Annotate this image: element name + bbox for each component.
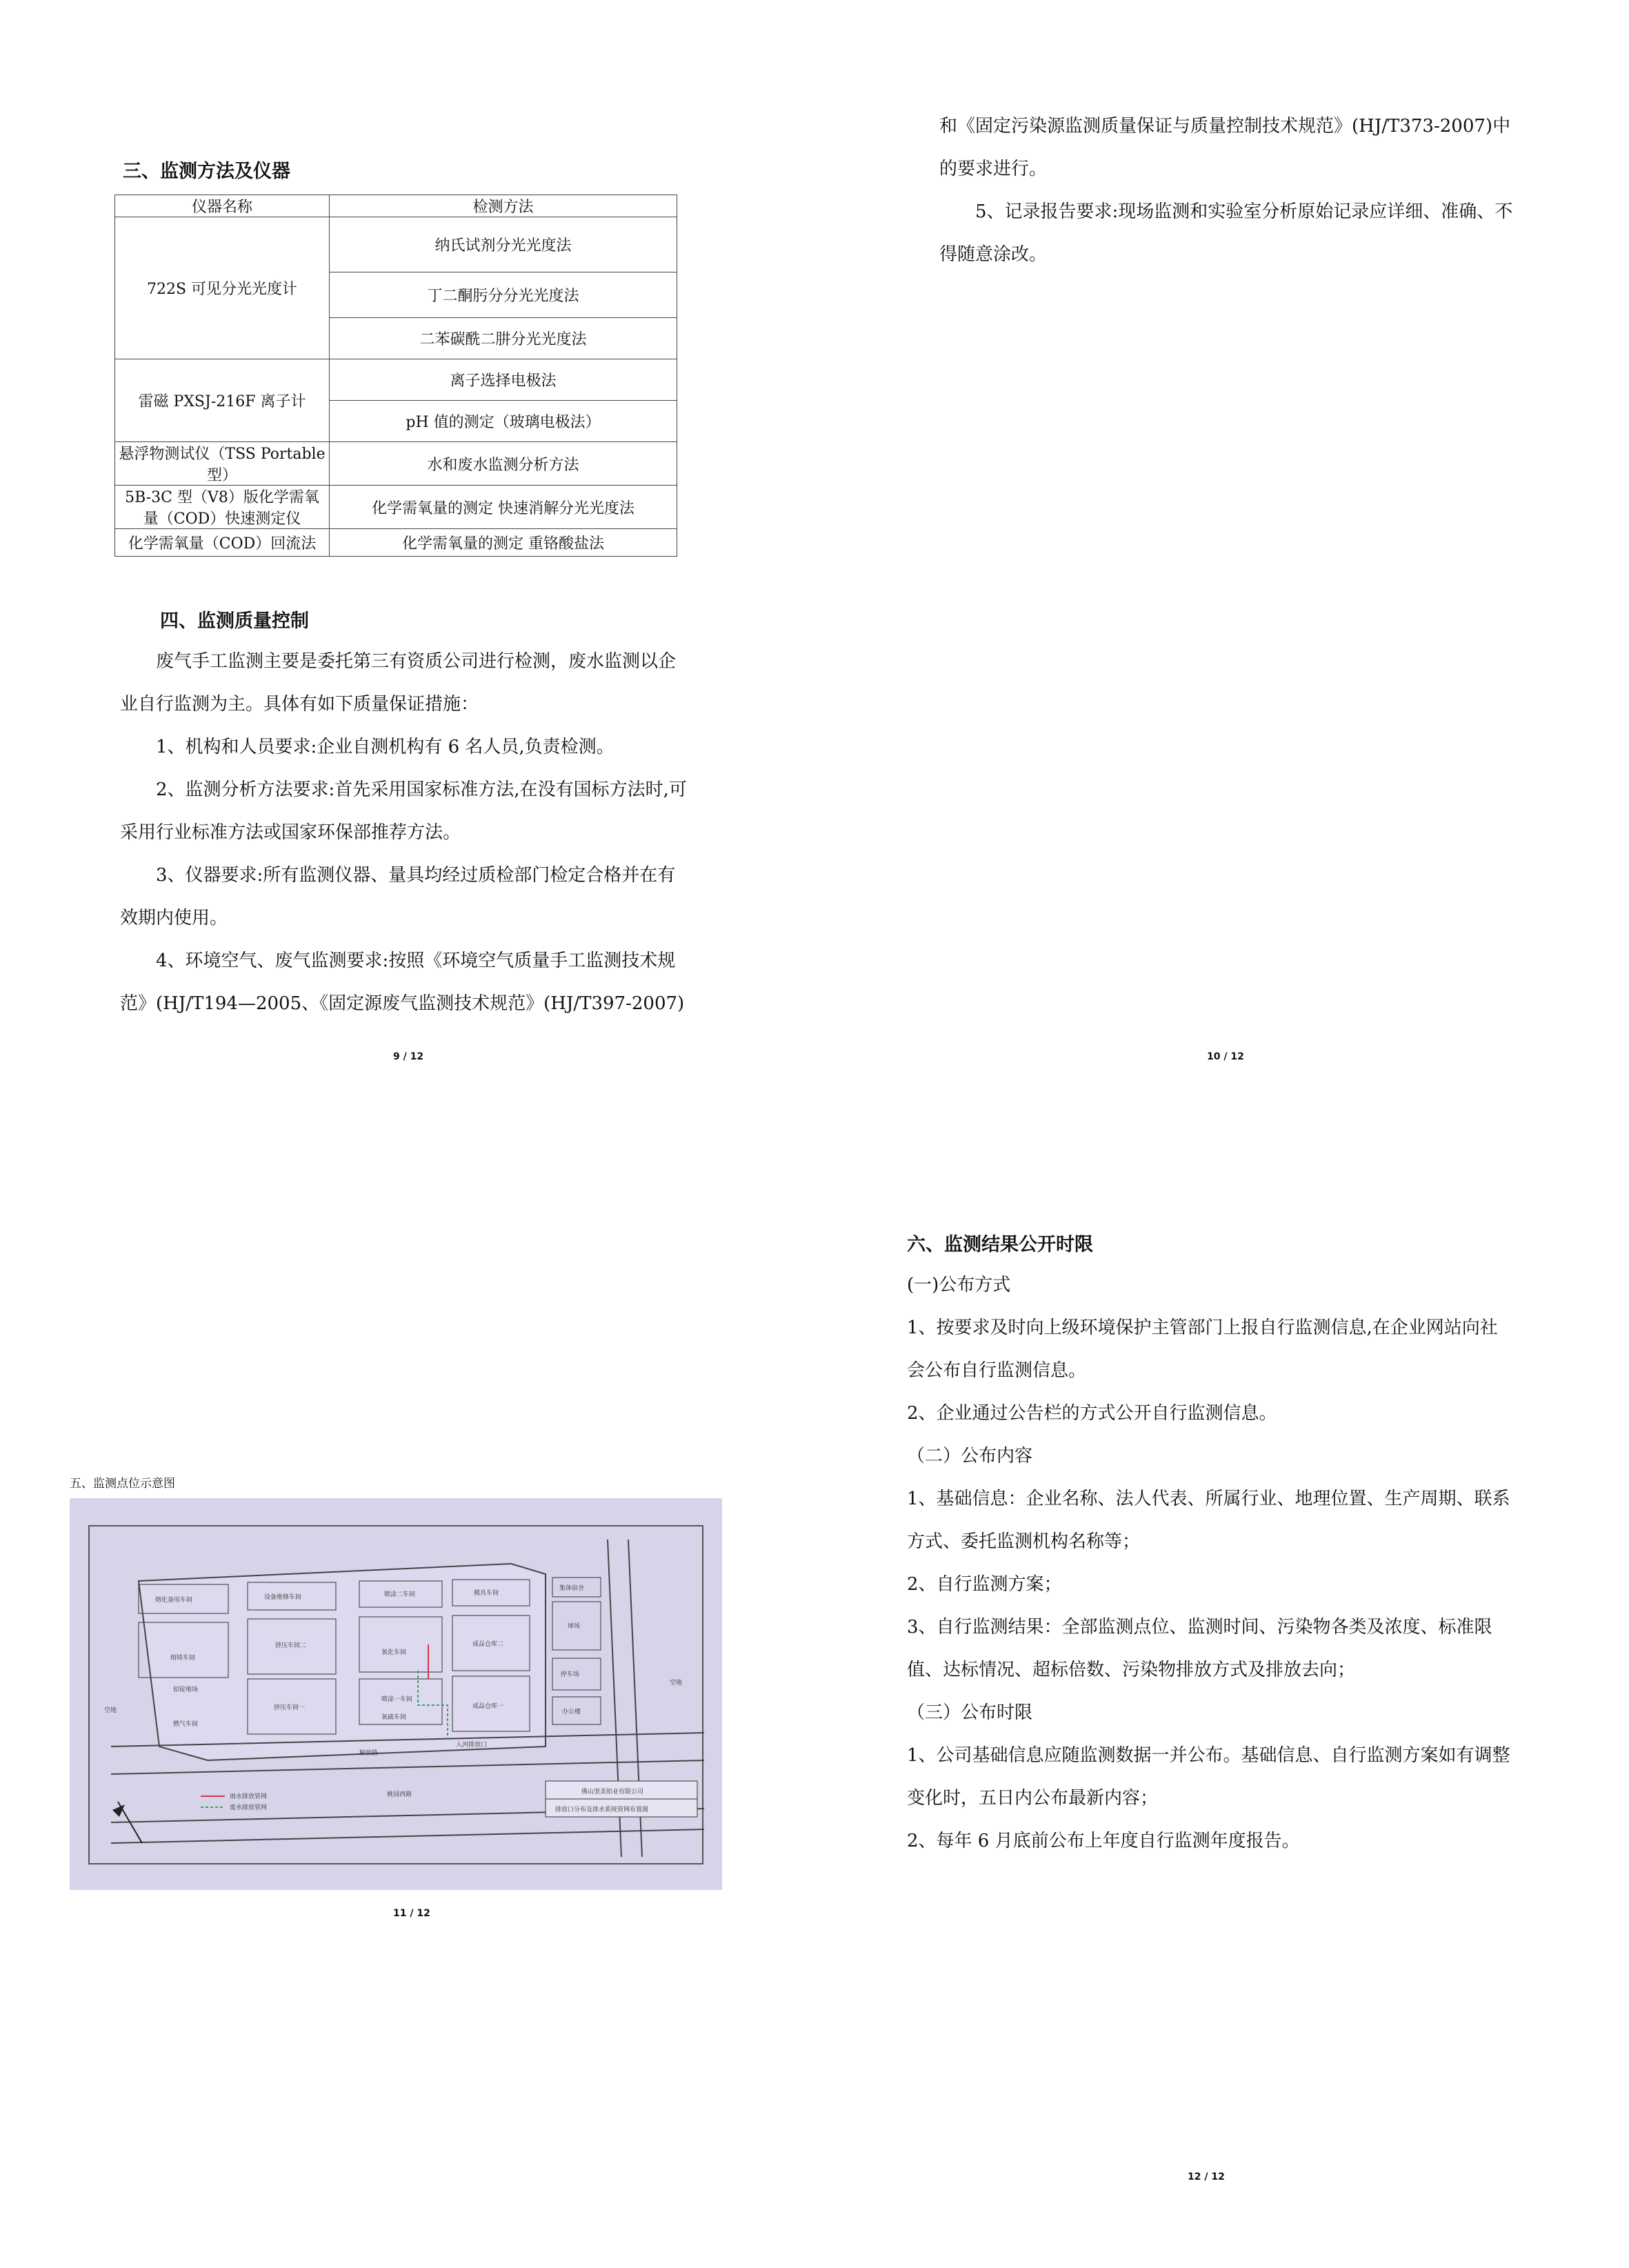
table-cell-instrument: 化学需氧量（COD）回流法: [115, 529, 330, 557]
table-cell-instrument: 雷磁 PXSJ-216F 离子计: [115, 359, 330, 442]
map-label: 成品仓库一: [472, 1703, 504, 1710]
paragraph: 2、监测分析方法要求:首先采用国家标准方法,在没有国标方法时,可采用行业标准方法或国家环保部推荐方法。: [120, 779, 687, 843]
table-cell-method: 纳氏试剂分光光度法: [330, 217, 677, 272]
map-label: 熔铸车间: [170, 1655, 196, 1662]
map-legend: [201, 1792, 267, 1811]
map-label: 氧化车间: [381, 1649, 407, 1656]
paragraph: 废气手工监测主要是委托第三有资质公司进行检测，废水监测以企业自行监测为主。具体有如下质量保证措施：: [120, 651, 677, 715]
paragraph: (一)公布方式: [907, 1275, 1011, 1295]
map-title-block: [546, 1781, 697, 1817]
instrument-table: [114, 195, 677, 557]
table-cell-method: 丁二酮肟分分光光度法: [330, 272, 677, 318]
page-number: 9 / 12: [393, 1051, 424, 1062]
paragraph: 2、企业通过公告栏的方式公开自行监测信息。: [907, 1403, 1277, 1424]
paragraph: 5、记录报告要求:现场监测和实验室分析原始记录应详细、准确、不得随意涂改。: [939, 201, 1513, 265]
road-label: 桃园西路: [387, 1791, 412, 1798]
map-label: 喷涂一车间: [381, 1696, 413, 1703]
map-label: 集体宿舍: [559, 1585, 585, 1592]
page-number: 10 / 12: [1207, 1051, 1244, 1062]
section4-title: 四、监测质量控制: [160, 610, 309, 632]
paragraph: 1、基础信息：企业名称、法人代表、所属行业、地理位置、生产周期、联系方式、委托监测机构名称等；: [907, 1489, 1510, 1552]
map-building: [552, 1697, 601, 1724]
map-label: 挤压车间一: [274, 1704, 306, 1711]
legend-label: 雨水排放管网: [230, 1793, 268, 1800]
table-cell-instrument: 722S 可见分光光度计: [115, 217, 330, 359]
page-number: 11 / 12: [393, 1908, 430, 1919]
map-label: 成品仓库二: [472, 1641, 504, 1648]
map-label: 球场: [568, 1623, 581, 1630]
paragraph: 2、自行监测方案；: [907, 1574, 1062, 1595]
map-label: 设备维修车间: [264, 1594, 302, 1601]
map-label: 模具车间: [474, 1590, 499, 1597]
map-label: 熔化备用车间: [155, 1597, 193, 1604]
table-cell-method: 离子选择电极法: [330, 359, 677, 401]
map-label: 挤压车间二: [275, 1642, 307, 1649]
paragraph: 4、环境空气、废气监测要求:按照《环境空气质量手工监测技术规范》(HJ/T194—2005、《固定源废气监测技术规范》(HJ/T397-2007): [120, 951, 685, 1014]
paragraph: 1、按要求及时向上级环境保护主管部门上报自行监测信息,在企业网站向社会公布自行监测信息。: [907, 1317, 1498, 1381]
table-cell-method: 二苯碳酰二肼分光光度法: [330, 318, 677, 359]
page12-body: [907, 1264, 1514, 1862]
map-label: 喷涂二车间: [384, 1591, 416, 1598]
map-building: [552, 1602, 601, 1650]
table-cell-method: 化学需氧量的测定 快速消解分光光度法: [330, 486, 677, 529]
section6-title: 六、监测结果公开时限: [907, 1234, 1093, 1255]
paragraph: 2、每年 6 月底前公布上年度自行监测年度报告。: [907, 1831, 1300, 1851]
monitoring-site-map: [70, 1498, 722, 1890]
map-label: 空地: [104, 1707, 117, 1714]
paragraph: （三）公布时限: [907, 1702, 1033, 1723]
table-cell-instrument: 悬浮物测试仪（TSS Portable 型）: [115, 442, 330, 486]
map-label: 氧硫车间: [381, 1714, 407, 1721]
table-header-instrument: 仪器名称: [115, 195, 330, 217]
section5-title: 五、监测点位示意图: [70, 1477, 175, 1491]
map-title: 排放口分布及排水系统管网布置图: [555, 1807, 649, 1813]
map-label: 铝锭堆场: [173, 1687, 199, 1693]
map-label: 停车场: [561, 1671, 580, 1678]
map-label: 空地: [670, 1680, 683, 1687]
paragraph: （二）公布内容: [907, 1446, 1033, 1466]
map-label: 燃气车间: [173, 1721, 199, 1728]
map-label: 办公楼: [562, 1709, 581, 1715]
paragraph: 1、公司基础信息应随监测数据一并公布。基础信息、自行监测方案如有调整变化时，五日内公布最新内容；: [907, 1745, 1510, 1809]
page10-body: [939, 105, 1516, 276]
section4-body: [120, 640, 692, 1025]
section3-title: 三、监测方法及仪器: [123, 161, 290, 182]
paragraph: 3、自行监测结果：全部监测点位、监测时间、污染物各类及浓度、标准限值、达标情况、超标倍数、污染物排放方式及排放去向；: [907, 1617, 1492, 1680]
map-label: 入河排放口: [456, 1742, 488, 1749]
map-building: [552, 1658, 601, 1690]
table-cell-method: 水和废水监测分析方法: [330, 442, 677, 486]
road-label: 解放路: [359, 1750, 379, 1757]
paragraph: 3、仪器要求:所有监测仪器、量具均经过质检部门检定合格并在有效期内使用。: [120, 865, 676, 928]
page-number: 12 / 12: [1188, 2171, 1225, 2182]
table-cell-method: pH 值的测定（玻璃电极法）: [330, 401, 677, 442]
table-header-method: 检测方法: [330, 195, 677, 217]
paragraph: 和《固定污染源监测质量保证与质量控制技术规范》(HJ/T373-2007)中的要求进行。: [939, 116, 1511, 179]
table-cell-instrument: 5B-3C 型（V8）版化学需氧量（COD）快速测定仪: [115, 486, 330, 529]
company-name: 佛山坚美铝业有限公司: [581, 1789, 644, 1796]
table-cell-method: 化学需氧量的测定 重铬酸盐法: [330, 529, 677, 557]
paragraph: 1、机构和人员要求:企业自测机构有 6 名人员,负责检测。: [156, 737, 614, 757]
legend-label: 废水排放管网: [230, 1804, 268, 1811]
map-building: [552, 1578, 601, 1597]
